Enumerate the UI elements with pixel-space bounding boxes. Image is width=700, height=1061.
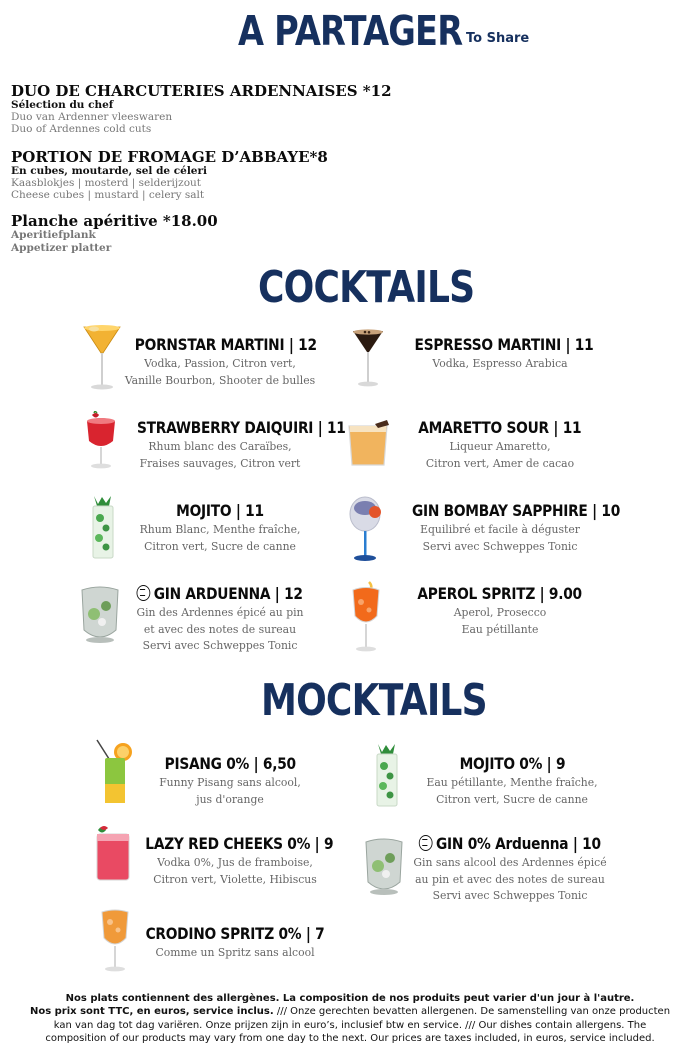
- cocktail-description: Vodka, Espresso Arabica: [432, 357, 568, 370]
- cocktail-item: [120, 335, 320, 389]
- espresso-martini-image: [351, 328, 385, 390]
- share-item: [11, 149, 328, 201]
- mocktail-description: Vodka 0%, Jus de framboise, Citron vert, Violette, Hibiscus: [153, 856, 317, 886]
- pornstar-martini-image: [82, 323, 122, 393]
- cocktail-description: Gin des Ardennes épicé au pin et avec des notes de sureau Servi avec Schweppes Tonic: [136, 606, 304, 652]
- section-subtitle-share: To Share: [466, 31, 530, 46]
- mojito-image: [88, 494, 118, 560]
- cocktail-description: Rhum blanc des Caraïbes, Fraises sauvages, Citron vert: [139, 440, 301, 470]
- mocktail-item: [130, 754, 330, 808]
- share-item-dutch: Duo van Ardenner vleeswaren: [11, 111, 173, 123]
- mocktail-name: LAZY RED CHEEKS 0% | 9: [145, 834, 334, 853]
- cocktail-item: [120, 418, 346, 472]
- share-item: [11, 213, 218, 255]
- lazy-red-cheeks-image: [92, 824, 134, 884]
- cocktail-name: PORNSTAR MARTINI | 12: [134, 335, 317, 354]
- cocktail-description: Equilibré et facile à déguster Servi avec Schweppes Tonic: [420, 523, 580, 553]
- mocktail-item: [400, 834, 620, 905]
- footer-line: Nos plats contiennent des allergènes. La composition de nos produits peut varier d'un jour à l'autre.: [65, 993, 635, 1004]
- mocktail-item: [130, 834, 340, 888]
- aperol-spritz-image: [349, 580, 383, 658]
- share-item-dutch: Kaasblokjes | mosterd | selderijzout: [11, 177, 202, 189]
- cocktail-name: STRAWBERRY DAIQUIRI | 11: [136, 418, 346, 437]
- cocktail-name: ESPRESSO MARTINI | 11: [414, 335, 594, 354]
- cocktail-description: Liqueur Amaretto, Citron vert, Amer de cacao: [425, 440, 575, 470]
- cocktail-item: [120, 501, 320, 555]
- cocktail-item: [400, 335, 600, 373]
- cocktail-description: Vodka, Passion, Citron vert, Vanille Bourbon, Shooter de bulles: [124, 357, 316, 387]
- cocktail-name: GIN ARDUENNA | 12: [137, 584, 303, 603]
- share-item-name: DUO DE CHARCUTERIES ARDENNAISES *12: [11, 82, 392, 100]
- footer-line: composition of our products may vary from one day to the next. Our prices are taxes included, in euros, service included.: [45, 1033, 655, 1045]
- cocktail-name: MOJITO | 11: [176, 501, 264, 520]
- mocktail-item: [412, 754, 612, 808]
- footer-line: kan van dag tot dag variëren. Onze prijzen zijn in euro’s, inclusief btw en service. /// Our dishes contain allergens. The: [53, 1019, 647, 1031]
- mocktail-description: Gin sans alcool des Ardennes épicé au pin et avec des notes de sureau Servi avec Schweppes Tonic: [413, 856, 607, 902]
- mocktail-name: CRODINO SPRITZ 0% | 7: [145, 924, 325, 943]
- mocktail-item: [130, 924, 340, 962]
- amaretto-sour-image: [345, 418, 391, 470]
- cocktail-name: GIN BOMBAY SAPPHIRE | 10: [411, 501, 621, 520]
- share-item: [11, 83, 392, 135]
- share-item-dutch: Aperitiefplank: [11, 229, 96, 241]
- mocktail-description: Eau pétillante, Menthe fraîche, Citron vert, Sucre de canne: [426, 776, 598, 806]
- section-title-share: A PARTAGER: [238, 7, 463, 55]
- share-item-note: Sélection du chef: [11, 99, 114, 111]
- cocktail-item: [400, 584, 600, 638]
- gin-arduenna-image: [76, 584, 124, 648]
- cocktail-description: Rhum Blanc, Menthe fraîche, Citron vert, Sucre de canne: [139, 523, 301, 553]
- strawberry-daiquiri-image: [84, 411, 118, 473]
- section-title-mocktails: MOCKTAILS: [261, 675, 487, 726]
- share-item-english: Appetizer platter: [11, 242, 112, 254]
- share-item-english: Cheese cubes | mustard | celery salt: [11, 189, 205, 201]
- section-title-cocktails: COCKTAILS: [258, 262, 475, 313]
- mocktail-description: Funny Pisang sans alcool, jus d'orange: [159, 776, 301, 806]
- share-item-name: PORTION DE FROMAGE D’ABBAYE*8: [11, 148, 328, 166]
- share-item-note: En cubes, moutarde, sel de céleri: [11, 165, 208, 177]
- allergen-footer: [0, 992, 700, 1046]
- cocktail-item: [120, 584, 320, 655]
- pisang-image: [95, 738, 135, 806]
- cocktail-item: [400, 418, 600, 472]
- mojito-zero-image: [372, 742, 402, 808]
- share-item-english: Duo of Ardennes cold cuts: [11, 123, 152, 135]
- cocktail-name: APEROL SPRITZ | 9.00: [417, 584, 583, 603]
- mocktail-description: Comme un Spritz sans alcool: [155, 946, 315, 959]
- gin-bombay-image: [347, 494, 387, 566]
- mocktail-name: PISANG 0% | 6,50: [164, 754, 296, 773]
- arduenna-logo-icon: [419, 835, 433, 851]
- share-item-name: Planche apéritive *18.00: [11, 212, 218, 230]
- arduenna-logo-icon: [137, 585, 151, 601]
- crodino-spritz-image: [98, 908, 132, 976]
- cocktail-item: [395, 501, 621, 555]
- footer-line: Nos prix sont TTC, en euros, service inclus. /// Onze gerechten bevatten allergenen. De samenstelling van onze producten: [29, 1006, 671, 1018]
- cocktail-name: AMARETTO SOUR | 11: [418, 418, 582, 437]
- cocktail-description: Aperol, Prosecco Eau pétillante: [453, 606, 547, 636]
- mocktail-name: GIN 0% Arduenna | 10: [419, 834, 601, 853]
- mocktail-name: MOJITO 0% | 9: [459, 754, 565, 773]
